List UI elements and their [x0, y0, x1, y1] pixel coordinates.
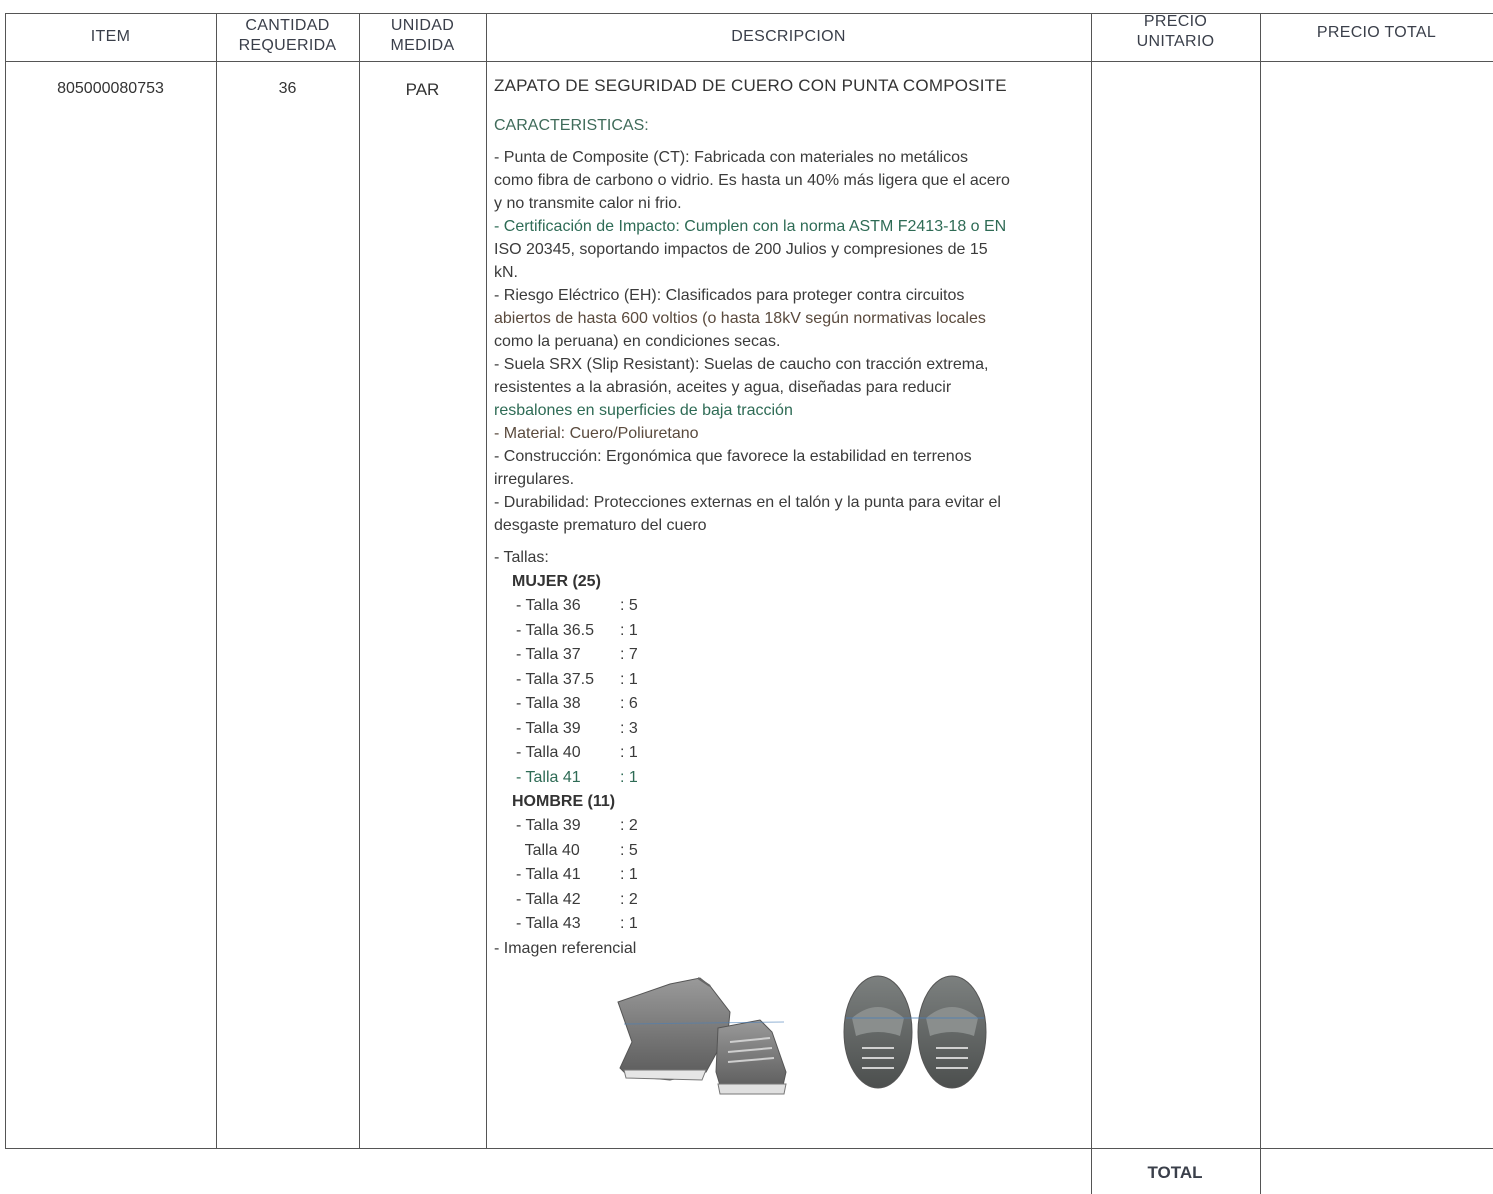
size-label: - Talla 40 — [516, 744, 581, 761]
size-label: - Talla 37 — [516, 646, 581, 663]
size-qty: : 2 — [620, 890, 638, 908]
size-row — [494, 863, 1010, 888]
reference-shoe-image — [610, 972, 990, 1098]
size-label: - Talla 39 — [516, 817, 581, 834]
item-code: 805000080753 — [57, 80, 164, 97]
size-qty: : 1 — [620, 768, 638, 786]
col-divider-4 — [1091, 13, 1092, 1194]
size-row — [494, 692, 1010, 717]
header-cantidad-line2: REQUERIDA — [238, 37, 337, 54]
header-unidad-line1: UNIDAD — [390, 17, 455, 34]
size-qty: : 5 — [620, 841, 638, 859]
hombre-sizes — [494, 814, 1010, 937]
size-label: - Talla 41 — [516, 768, 581, 786]
feature-line: - Certificación de Impacto: Cumplen con la norma ASTM F2413-18 o EN — [494, 218, 1007, 235]
size-row — [494, 643, 1010, 668]
col-divider-5 — [1260, 13, 1261, 1194]
feature-line: - Durabilidad: Protecciones externas en el talón y la punta para evitar el — [494, 494, 1001, 511]
header-bottom-border — [5, 61, 1493, 62]
feature-line: kN. — [494, 264, 518, 281]
header-cantidad-line1: CANTIDAD — [245, 17, 330, 34]
feature-line: como fibra de carbono o vidrio. Es hasta un 40% más ligera que el acero — [494, 172, 1010, 189]
total-label: TOTAL — [1147, 1163, 1203, 1182]
size-row — [494, 888, 1010, 913]
left-border — [5, 13, 6, 1148]
features-list — [494, 146, 1010, 537]
size-label: - Talla 39 — [516, 719, 581, 737]
size-row — [494, 814, 1010, 839]
header-precio-total: PRECIO TOTAL — [1316, 24, 1437, 41]
feature-line: - Suela SRX (Slip Resistant): Suelas de caucho con tracción extrema, — [494, 356, 989, 373]
mujer-group-label: MUJER (25) — [512, 573, 601, 590]
cantidad-value: 36 — [278, 80, 297, 97]
description-block — [494, 74, 1010, 961]
feature-line: resbalones en superficies de baja tracción — [494, 402, 793, 419]
tallas-heading: - Tallas: — [494, 549, 549, 566]
feature-line: y no transmite calor ni frio. — [494, 195, 682, 212]
size-label: - Talla 43 — [516, 915, 581, 932]
size-row — [494, 619, 1010, 644]
shoe-illustration — [610, 972, 990, 1098]
imagen-referencial-label: - Imagen referencial — [494, 939, 637, 957]
feature-line: ISO 20345, soportando impactos de 200 Julios y compresiones de 15 — [494, 241, 988, 258]
size-row — [494, 741, 1010, 766]
unidad-value: PAR — [405, 80, 440, 99]
product-title: ZAPATO DE SEGURIDAD DE CUERO CON PUNTA COMPOSITE — [494, 76, 1007, 95]
size-qty: : 1 — [620, 621, 638, 639]
header-precio-unitario-line2: UNITARIO — [1136, 33, 1215, 50]
size-row — [494, 668, 1010, 693]
feature-line: como la peruana) en condiciones secas. — [494, 333, 781, 350]
size-label: - Talla 38 — [516, 695, 581, 712]
header-item: ITEM — [90, 28, 131, 45]
size-row — [494, 717, 1010, 742]
mujer-sizes — [494, 594, 1010, 790]
header-unidad — [359, 16, 486, 56]
size-qty: : 5 — [620, 597, 638, 614]
row-bottom-border — [5, 1148, 1493, 1149]
size-qty: : 1 — [620, 866, 638, 883]
size-qty: : 1 — [620, 744, 638, 761]
size-row — [494, 912, 1010, 937]
size-label: - Talla 37.5 — [516, 670, 594, 688]
col-divider-2 — [359, 13, 360, 1148]
feature-line: - Material: Cuero/Poliuretano — [494, 425, 699, 442]
header-descripcion: DESCRIPCION — [731, 28, 846, 45]
header-precio-unitario — [1091, 12, 1260, 52]
feature-line: abiertos de hasta 600 voltios (o hasta 18kV según normativas locales — [494, 310, 986, 327]
feature-line: - Punta de Composite (CT): Fabricada con materiales no metálicos — [494, 149, 968, 166]
feature-line: - Construcción: Ergonómica que favorece la estabilidad en terrenos — [494, 448, 972, 465]
header-precio-unitario-line1: PRECIO — [1143, 13, 1208, 30]
caracteristicas-heading: CARACTERISTICAS: — [494, 117, 649, 134]
feature-line: - Riesgo Eléctrico (EH): Clasificados para proteger contra circuitos — [494, 287, 965, 304]
size-label: - Talla 42 — [516, 890, 581, 908]
size-qty: : 1 — [620, 915, 638, 932]
feature-line: irregulares. — [494, 471, 575, 488]
size-label: - Talla 36.5 — [516, 621, 594, 639]
hombre-group-label: HOMBRE (11) — [512, 793, 616, 810]
size-qty: : 6 — [620, 695, 638, 712]
size-qty: : 3 — [620, 719, 638, 737]
feature-line: desgaste prematuro del cuero — [494, 517, 707, 534]
header-unidad-line2: MEDIDA — [390, 37, 455, 54]
col-divider-1 — [216, 13, 217, 1148]
size-row — [494, 594, 1010, 619]
col-divider-3 — [486, 13, 487, 1148]
size-label: - Talla 36 — [516, 597, 581, 614]
header-cantidad — [216, 16, 359, 56]
size-qty: : 7 — [620, 646, 638, 663]
size-qty: : 2 — [620, 817, 638, 834]
table-top-border — [5, 13, 1493, 14]
feature-line: resistentes a la abrasión, aceites y agua, diseñadas para reducir — [494, 379, 952, 396]
size-row — [494, 839, 1010, 864]
size-qty: : 1 — [620, 670, 638, 688]
size-label: - Talla 41 — [516, 866, 581, 883]
size-label: Talla 40 — [516, 841, 580, 859]
size-row — [494, 766, 1010, 791]
